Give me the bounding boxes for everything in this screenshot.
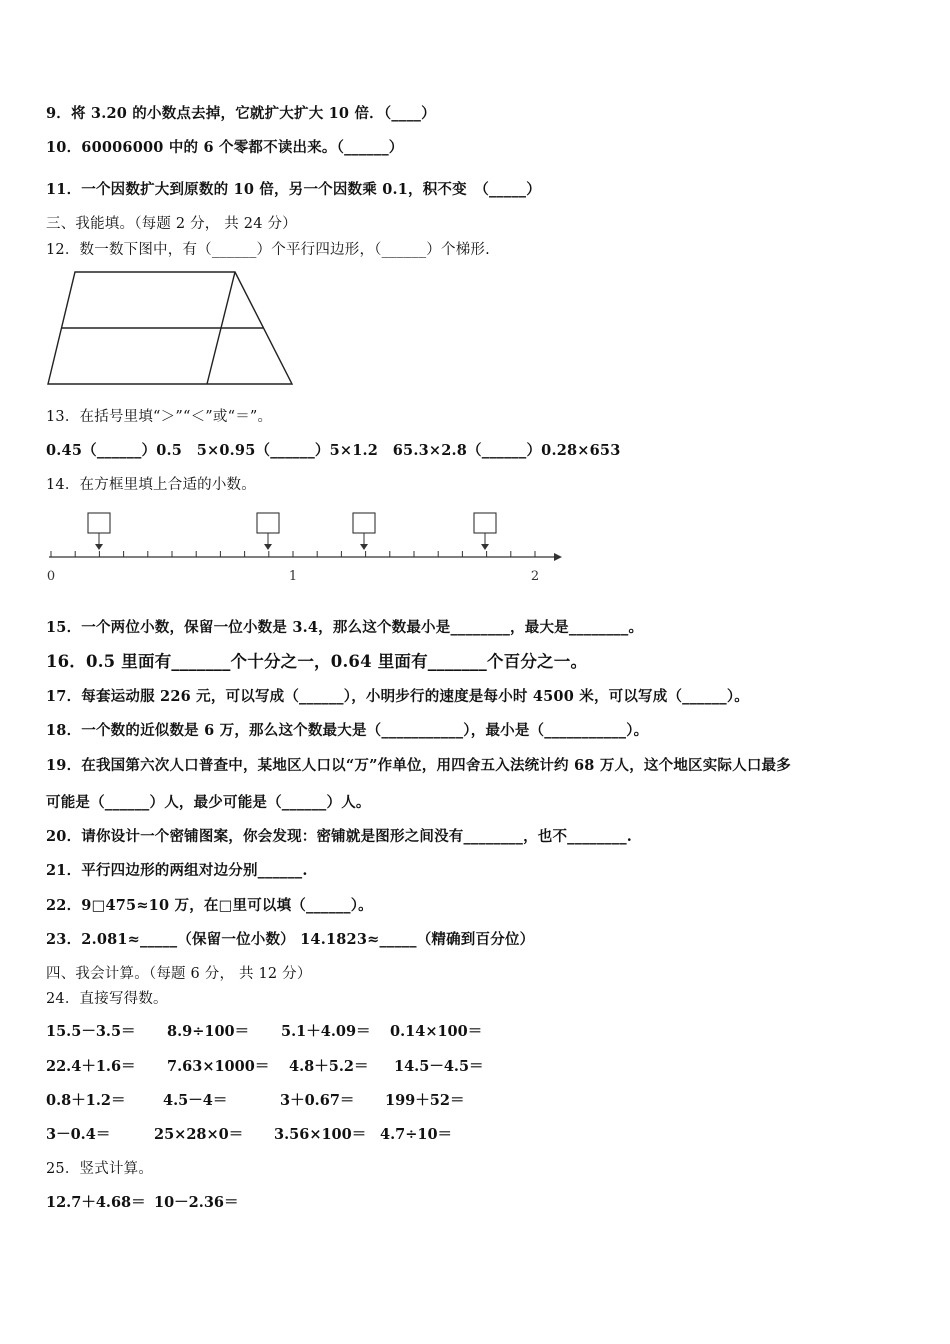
question-17: 17．每套运动服 226 元，可以写成（______），小明步行的速度是每小时 4500 米，可以写成（______）。 xyxy=(46,688,749,705)
calc-item: 4.5－4＝ xyxy=(163,1092,228,1109)
number-line-label-1: 1 xyxy=(288,569,298,584)
question-25: 25．竖式计算。 xyxy=(46,1161,154,1177)
question-18: 18．一个数的近似数是 6 万，那么这个数最大是（___________），最小是（___________）。 xyxy=(46,722,649,739)
question-20: 20．请你设计一个密铺图案，你会发现：密铺就是图形之间没有________，也不________. xyxy=(46,828,633,845)
calc-item: 25×28×0＝ xyxy=(154,1126,244,1143)
question-9: 9．将 3.20 的小数点去掉，它就扩大扩大 10 倍．（____） xyxy=(46,105,436,122)
question-15: 15．一个两位小数，保留一位小数是 3.4，那么这个数最小是________，最大是________。 xyxy=(46,619,644,636)
calc-item: 0.14×100＝ xyxy=(390,1023,483,1040)
question-24: 24．直接写得数。 xyxy=(46,991,168,1007)
question-16: 16．0.5 里面有_______个十分之一，0.64 里面有_______个百分之一。 xyxy=(46,652,588,671)
question-21: 21．平行四边形的两组对边分别______. xyxy=(46,862,308,879)
number-line-arrow xyxy=(554,553,562,561)
number-line-label-0: 0 xyxy=(46,569,56,584)
calc-item: 3－0.4＝ xyxy=(46,1126,111,1143)
calc-item: 0.8＋1.2＝ xyxy=(46,1092,126,1109)
question-19-line-1: 19．在我国第六次人口普查中，某地区人口以“万”作单位，用四舍五入法统计约 68 万人，这个地区实际人口最多 xyxy=(46,757,791,774)
calc-item: 5.1＋4.09＝ xyxy=(281,1023,371,1040)
question-23: 23．2.081≈_____（保留一位小数） 14.1823≈_____（精确到百分位） xyxy=(46,931,535,948)
calc-item: 15.5－3.5＝ xyxy=(46,1023,136,1040)
question-13-comparisons: 0.45（______）0.5 5×0.95（______）5×1.2 65.3×2.8（______）0.28×653 xyxy=(46,442,621,459)
section-3-title: 三、我能填。（每题 2 分， 共 24 分） xyxy=(46,216,297,232)
answer-box-1 xyxy=(88,513,110,550)
calc-item: 3.56×100＝ xyxy=(274,1126,367,1143)
calc-item: 8.9÷100＝ xyxy=(167,1023,250,1040)
question-22: 22．9□475≈10 万，在□里可以填（______）。 xyxy=(46,897,373,914)
number-line-ticks xyxy=(51,551,535,557)
calc-item: 10－2.36＝ xyxy=(154,1194,239,1211)
calc-item: 4.7÷10＝ xyxy=(380,1126,453,1143)
calc-item: 3＋0.67＝ xyxy=(280,1092,355,1109)
question-12: 12．数一数下图中，有（______）个平行四边形，（______）个梯形. xyxy=(46,242,490,258)
calc-item: 199＋52＝ xyxy=(385,1092,465,1109)
number-line-label-2: 2 xyxy=(530,569,540,584)
question-11: 11．一个因数扩大到原数的 10 倍，另一个因数乘 0.1，积不变 （_____） xyxy=(46,181,541,198)
answer-box-4 xyxy=(474,513,496,550)
calc-item: 22.4＋1.6＝ xyxy=(46,1058,136,1075)
question-19-line-2: 可能是（______）人，最少可能是（______）人。 xyxy=(46,794,371,811)
question-13: 13．在括号里填“＞”“＜”或“＝”。 xyxy=(46,409,273,425)
calc-item: 4.8＋5.2＝ xyxy=(289,1058,369,1075)
number-line xyxy=(46,508,566,588)
answer-box-3 xyxy=(353,513,375,550)
calc-item: 14.5－4.5＝ xyxy=(394,1058,484,1075)
answer-box-2 xyxy=(257,513,279,550)
question-10: 10．60006000 中的 6 个零都不读出来。（______） xyxy=(46,139,404,156)
calc-item: 12.7＋4.68＝ xyxy=(46,1194,146,1211)
question-14: 14．在方框里填上合适的小数。 xyxy=(46,477,256,493)
section-4-title: 四、我会计算。（每题 6 分， 共 12 分） xyxy=(46,966,312,982)
trapezoid-figure xyxy=(40,264,302,390)
calc-item: 7.63×1000＝ xyxy=(167,1058,270,1075)
